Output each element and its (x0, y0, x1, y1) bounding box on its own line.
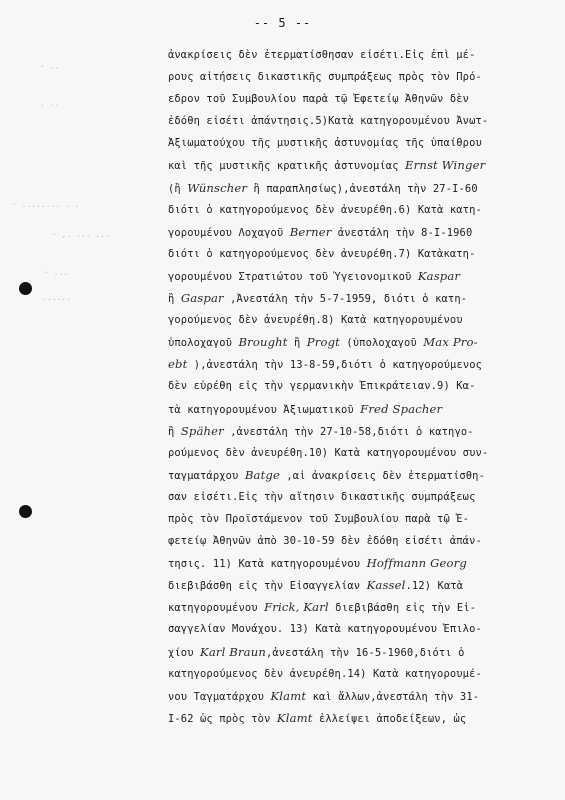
text-line (168, 618, 548, 640)
typed-text: διότι ὁ κατηγορούμενος δὲν ἀνευρέθη.6) Κατὰ κατη- (168, 203, 482, 216)
text-line (168, 132, 548, 154)
typed-text: καὶ τῆς μυστικῆς κρατικῆς ἀστυνομίας (168, 160, 406, 173)
typed-text: γορουμένου Λοχαγοῦ (168, 226, 290, 239)
typed-text: ἢ παραπλησίως),ἀνεστάλη τὴν 27-I-60 (247, 182, 478, 195)
text-line (168, 596, 548, 618)
typed-text: νου Ταγματάρχου (168, 690, 271, 703)
text-line (168, 66, 548, 88)
handwritten-name: Klamt (276, 710, 313, 725)
typed-text: (ὑπολοχαγοῦ (339, 337, 424, 350)
typed-text: ὑπολοχαγοῦ (168, 337, 239, 350)
typed-text: ἀνακρίσεις δὲν ἐτερματίσθησαν εἰσέτι.Εἰς ἐπὶ μέ- (168, 49, 476, 61)
text-line (168, 44, 548, 66)
typed-text: καὶ ἄλλων,ἀνεστάλη τὴν 31- (306, 690, 480, 703)
handwritten-name: Batge (244, 467, 280, 482)
typed-text: σαγγελίαν Μονάχου. 13) Κατὰ κατηγορουμένου Ἐπιλο- (168, 623, 482, 636)
margin-bleed-mark: · ,. ... ... (52, 230, 110, 239)
typed-text: ταγματάρχου (168, 469, 245, 482)
handwritten-name: Fred Spacher (360, 401, 443, 416)
typed-text: διεβιβάσθη εἰς τὴν Εἰ- (328, 602, 477, 615)
handwritten-name: Frick, Karl (264, 600, 329, 615)
margin-bleed-mark: · ... (44, 268, 69, 277)
typed-text: τησις. 11) Κατὰ κατηγορουμένου (168, 558, 367, 571)
margin-bleed-mark: ...... (42, 293, 71, 302)
handwritten-name: Brought (238, 335, 288, 350)
typed-text: φετείῳ Ἀθηνῶν ἀπὸ 30-10-59 δὲν ἐδόθη εἰσέτι ἀπάν- (168, 535, 482, 548)
handwritten-name: Wünscher (187, 180, 248, 195)
typed-text: .12) Κατὰ (405, 580, 464, 593)
text-line (168, 243, 548, 265)
typed-text: ἐλλείψει ἀποδείξεων, ὡς (312, 712, 467, 725)
typed-text: εδρον τοῦ Συμβουλίου παρὰ τῷ Ἐφετείῳ Ἀθηνῶν δὲν (168, 93, 470, 106)
typed-text: (ἢ (168, 182, 188, 195)
page-number: -- 5 -- (253, 16, 312, 30)
typed-text: κατηγορουμένου (168, 602, 265, 615)
handwritten-name: Gaspar (180, 291, 224, 306)
typed-text: σαν εἰσέτι.Εἰς τὴν αἴτησιν δικαστικῆς συμπράξεως (168, 490, 476, 503)
typed-text: γορούμενος δὲν ἀνευρέθη.8) Κατὰ κατηγορουμένου (168, 314, 463, 327)
text-line (168, 663, 548, 685)
handwritten-name: Kassel (366, 578, 406, 593)
handwritten-name: Progt (306, 335, 340, 350)
margin-bleed-mark: · ........ . . (12, 200, 80, 209)
text-line (168, 574, 548, 596)
typed-text: Ἀξιωματούχου τῆς μυστικῆς ἀστυνομίας τῆς ὑπαίθρου (168, 137, 482, 150)
typed-text: ἀνεστάλη τὴν 8-I-1960 (331, 226, 473, 239)
text-line (168, 375, 548, 397)
typed-text: τὰ κατηγορουμένου Ἀξιωματικοῦ (168, 403, 361, 416)
handwritten-name: Ernst Winger (405, 158, 486, 173)
handwritten-name: Max Pro- (423, 335, 478, 350)
text-line (168, 464, 548, 486)
text-line (168, 398, 548, 420)
text-line (168, 287, 548, 309)
typed-text: ,Ἀνεστάλη τὴν 5-7-1959, διότι ὁ κατη- (223, 293, 468, 306)
text-line (168, 110, 548, 132)
handwritten-name: Klamt (270, 688, 307, 703)
text-line (168, 685, 548, 707)
typed-text: διεβιβάσθη εἰς τὴν Εἰσαγγελίαν (168, 580, 367, 593)
margin-bleed-mark: · .. (40, 62, 60, 71)
typed-text: ρούμενος δὲν ἀνευρέθη.10) Κατὰ κατηγορουμένου συν- (168, 446, 489, 459)
text-line (168, 88, 548, 110)
text-line (168, 442, 548, 464)
text-line (168, 530, 548, 552)
handwritten-name: Späher (180, 423, 224, 438)
typed-text: χίου (168, 646, 201, 659)
typed-text: κατηγορούμενος δὲν ἀνευρέθη.14) Κατὰ κατηγορουμέ- (168, 667, 482, 680)
typed-text: ἢ (287, 337, 307, 350)
typed-text: διότι ὁ κατηγορούμενος δὲν ἀνευρέθη.7) Κατὰκατη- (168, 247, 476, 260)
typed-text: πρὸς τὸν Προϊστάμενον τοῦ Συμβουλίου παρὰ τῷ Ἐ- (168, 512, 470, 525)
typed-text: ,ἀνεστάλη τὴν 16-5-1960,διότι ὁ (265, 646, 465, 659)
text-line (168, 508, 548, 530)
text-line (168, 486, 548, 508)
typed-text: γορουμένου Στρατιώτου τοῦ Ὑγειονομικοῦ (168, 270, 418, 283)
typewritten-body (168, 44, 548, 729)
text-line (168, 177, 548, 199)
typed-text: ρους αἰτήσεις δικαστικῆς συμπράξεως πρὸς τὸν Πρό- (168, 71, 482, 84)
punch-hole (19, 505, 32, 518)
text-line (168, 641, 548, 663)
typed-text: I-62 ὡς πρὸς τὸν (168, 712, 277, 725)
text-line (168, 420, 548, 442)
text-line (168, 154, 548, 176)
punch-hole (19, 282, 32, 295)
text-line (168, 199, 548, 221)
typed-text: ἢ (168, 293, 181, 306)
text-line (168, 707, 548, 729)
handwritten-name: Karl Braun (200, 644, 266, 659)
handwritten-name: Berner (289, 224, 332, 239)
typed-text: ),ἀνεστάλη τὴν 13-8-59,διότι ὁ κατηγορούμενος (187, 359, 483, 372)
typed-text: δὲν εὑρέθη εἰς τὴν γερμανικὴν Ἐπικράτειαν.9) Κα- (168, 380, 476, 393)
text-line (168, 552, 548, 574)
handwritten-name: Hoffmann Georg (366, 556, 467, 571)
text-line (168, 309, 548, 331)
margin-bleed-mark: . .. (40, 99, 60, 108)
text-line (168, 221, 548, 243)
handwritten-name: ebt (168, 357, 188, 372)
text-line (168, 331, 548, 353)
typed-text: ,αἱ ἀνακρίσεις δὲν ἐτερματίσθη- (280, 469, 485, 482)
typed-text: ,ἀνεστάλη τὴν 27-10-58,διότι ὁ κατηγο- (223, 425, 474, 438)
text-line (168, 265, 548, 287)
typed-text: ἐδόθη εἰσέτι ἀπάντησις.5)Κατὰ κατηγορουμένου Ἀνωτ- (168, 115, 489, 128)
handwritten-name: Kaspar (417, 268, 461, 283)
text-line (168, 353, 548, 375)
typed-text: ἢ (168, 425, 181, 438)
